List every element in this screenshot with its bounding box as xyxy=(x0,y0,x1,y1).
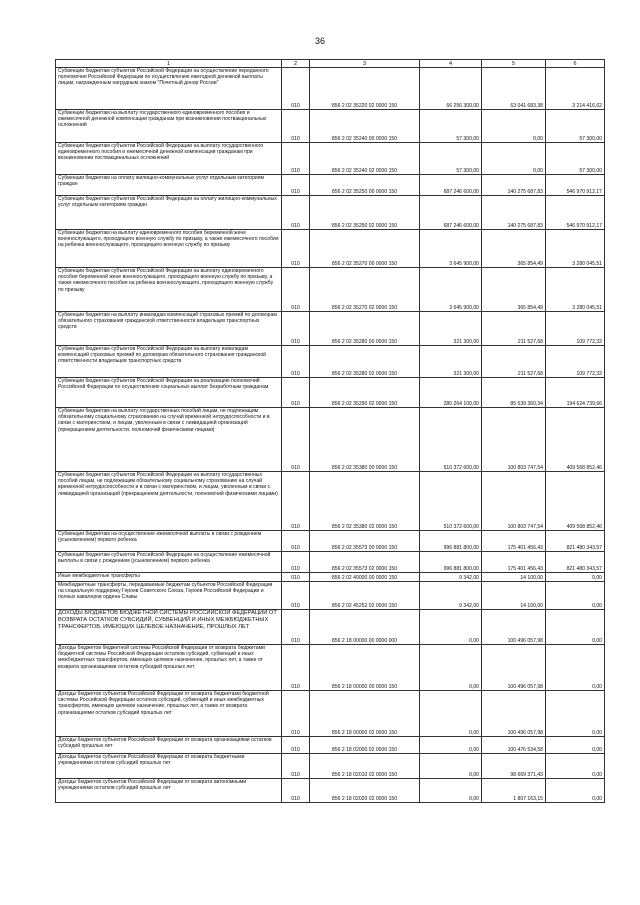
column-header-3: 3 xyxy=(310,60,420,68)
row-name: Субвенции бюджетам на выплату государственного единовременного пособия и ежемесячной денежной компенсации гражданам при возникновении поствакцинальных осложнений xyxy=(56,110,282,143)
row-remaining-amount: 0,00 xyxy=(546,645,605,691)
table-row xyxy=(56,68,605,110)
row-name: Субвенции бюджетам субъектов Российской Федерации на осуществление ежемесячной выплаты в связи с рождением (усыновлением) первого ребенка xyxy=(56,552,282,573)
row-remaining-amount: 109 772,32 xyxy=(546,312,605,346)
row-remaining-amount: 0,00 xyxy=(546,610,605,645)
row-budget-code: 856 2 18 00000 02 0000 150 xyxy=(310,691,420,737)
row-code: 010 xyxy=(282,68,310,110)
row-budget-code: 856 2 02 35240 00 0000 150 xyxy=(310,110,420,143)
row-name: Субвенции бюджетам субъектов Российской Федерации на оплату жилищно-коммунальных услуг отдельным категориям граждан xyxy=(56,196,282,230)
budget-execution-table xyxy=(55,59,605,803)
row-name: Субвенции бюджетам на оплату жилищно-коммунальных услуг отдельным категориям граждан xyxy=(56,175,282,196)
row-remaining-amount: 546 970 912,17 xyxy=(546,196,605,230)
row-budget-code: 856 2 02 35250 02 0000 150 xyxy=(310,196,420,230)
row-code: 010 xyxy=(282,582,310,610)
row-approved-amount: 0,00 xyxy=(420,779,482,803)
row-remaining-amount: 409 568 852,46 xyxy=(546,408,605,472)
row-remaining-amount: 3 280 045,51 xyxy=(546,230,605,268)
row-budget-code: 856 2 02 35240 02 0000 150 xyxy=(310,143,420,175)
row-name: Субвенции бюджетам на выплату единовременного пособия беременной жене военнослужащего, проходящего военную службу по призыву, а также ежемесячного пособия на ребенка военнослужащего, проходящего военную службу по призыву xyxy=(56,230,282,268)
column-header-2: 2 xyxy=(282,60,310,68)
row-approved-amount: 510 372 600,00 xyxy=(420,408,482,472)
table-row xyxy=(56,531,605,552)
row-name: Субвенции бюджетам субъектов Российской Федерации на осуществление переданного полномочия Российской Федерации по осуществлению ежегодной денежной выплаты лицам, награжденным нагрудным знаком "Почетный донор России" xyxy=(56,68,282,110)
row-budget-code: 856 2 02 35573 02 0000 150 xyxy=(310,552,420,573)
table-row xyxy=(56,346,605,378)
table-row xyxy=(56,779,605,803)
row-remaining-amount: 546 970 912,17 xyxy=(546,175,605,196)
row-code: 010 xyxy=(282,110,310,143)
row-approved-amount: 996 881 800,00 xyxy=(420,552,482,573)
row-name: Субвенции бюджетам на осуществление ежемесячной выплаты в связи с рождением (усыновлением) первого ребенка xyxy=(56,531,282,552)
row-budget-code: 856 2 02 35380 02 0000 150 xyxy=(310,472,420,531)
row-budget-code: 856 2 02 35250 00 0000 150 xyxy=(310,175,420,196)
row-code: 010 xyxy=(282,779,310,803)
table-row xyxy=(56,378,605,408)
row-approved-amount: 280 264 100,00 xyxy=(420,378,482,408)
row-executed-amount: 1 807 163,15 xyxy=(482,779,546,803)
row-remaining-amount: 0,00 xyxy=(546,779,605,803)
row-budget-code: 856 2 02 35573 00 0000 150 xyxy=(310,531,420,552)
row-code: 010 xyxy=(282,143,310,175)
row-approved-amount: 9 342,00 xyxy=(420,573,482,582)
row-executed-amount: 140 275 687,83 xyxy=(482,196,546,230)
table-row xyxy=(56,196,605,230)
row-approved-amount: 66 256 300,00 xyxy=(420,68,482,110)
row-code: 010 xyxy=(282,230,310,268)
table-row xyxy=(56,268,605,312)
row-approved-amount: 0,00 xyxy=(420,754,482,779)
row-approved-amount: 57 300,00 xyxy=(420,110,482,143)
table-row xyxy=(56,230,605,268)
row-remaining-amount: 821 480 343,57 xyxy=(546,531,605,552)
row-remaining-amount: 0,00 xyxy=(546,737,605,754)
row-code: 010 xyxy=(282,408,310,472)
row-name: Субвенции бюджетам субъектов Российской Федерации на выплату государственных пособий лицам, не подлежащим обязательному социальному страхованию на случай временной нетрудоспособности и в связи с материнством, и лицам, уволенным в связи с ликвидацией организаций (прекращением деятельности, полномочий физическими лицами) xyxy=(56,472,282,531)
row-executed-amount: 100 496 057,98 xyxy=(482,610,546,645)
table-row xyxy=(56,312,605,346)
row-remaining-amount: 57 300,00 xyxy=(546,110,605,143)
row-budget-code: 856 2 18 00000 00 0000 150 xyxy=(310,645,420,691)
row-approved-amount: 3 645 900,00 xyxy=(420,230,482,268)
row-executed-amount: 365 854,49 xyxy=(482,268,546,312)
row-budget-code: 856 2 02 45252 02 0000 150 xyxy=(310,582,420,610)
row-approved-amount: 321 300,00 xyxy=(420,346,482,378)
table-row xyxy=(56,175,605,196)
row-budget-code: 856 2 02 35270 00 0000 150 xyxy=(310,230,420,268)
row-approved-amount: 3 645 900,00 xyxy=(420,268,482,312)
row-budget-code: 856 2 18 02020 02 0000 150 xyxy=(310,779,420,803)
header-row xyxy=(56,60,605,68)
row-name: Межбюджетные трансферты, передаваемые бюджетам субъектов Российской Федерации на социальную поддержку Героев Советского Союза, Героев Российской Федерации и полных кавалеров ордена Славы xyxy=(56,582,282,610)
table-row xyxy=(56,472,605,531)
column-header-6: 6 xyxy=(546,60,605,68)
row-name: Субвенции бюджетам субъектов Российской Федерации на выплату единовременного пособия беременной жене военнослужащего, проходящего военную службу по призыву, а также ежемесячного пособия на ребенка военнослужащего, проходящего военную службу по призыву xyxy=(56,268,282,312)
row-executed-amount: 365 854,49 xyxy=(482,230,546,268)
row-remaining-amount: 0,00 xyxy=(546,691,605,737)
row-name: Субвенции бюджетам субъектов Российской Федерации на выплату государственного единовременного пособия и ежемесячной денежной компенсации гражданам при возникновении поствакцинальных осложнений xyxy=(56,143,282,175)
table-row xyxy=(56,143,605,175)
row-executed-amount: 85 639 360,34 xyxy=(482,378,546,408)
row-name: Субвенции бюджетам на выплату инвалидам компенсаций страховых премий по договорам обязательного страхования гражданской ответственности владельцев транспортных средств xyxy=(56,312,282,346)
row-name: Доходы бюджетов субъектов Российской Федерации от возврата бюджетными учреждениями остатков субсидий прошлых лет xyxy=(56,754,282,779)
row-name: ДОХОДЫ БЮДЖЕТОВ БЮДЖЕТНОЙ СИСТЕМЫ РОССИЙСКОЙ ФЕДЕРАЦИИ ОТ ВОЗВРАТА ОСТАТКОВ СУБСИДИЙ, СУБВЕНЦИЙ И ИНЫХ МЕЖБЮДЖЕТНЫХ ТРАНСФЕРТОВ, ИМЕЮЩИХ ЦЕЛЕВОЕ НАЗНАЧЕНИЕ, ПРОШЛЫХ ЛЕТ xyxy=(56,610,282,645)
row-executed-amount: 175 401 456,43 xyxy=(482,531,546,552)
column-header-5: 5 xyxy=(482,60,546,68)
row-code: 010 xyxy=(282,531,310,552)
row-approved-amount: 0,00 xyxy=(420,645,482,691)
row-budget-code: 856 2 02 35270 02 0000 150 xyxy=(310,268,420,312)
row-executed-amount: 14 100,00 xyxy=(482,582,546,610)
row-approved-amount: 687 246 600,00 xyxy=(420,175,482,196)
row-remaining-amount: 194 624 739,66 xyxy=(546,378,605,408)
row-approved-amount: 57 300,00 xyxy=(420,143,482,175)
table-row xyxy=(56,552,605,573)
row-executed-amount: 100 496 057,98 xyxy=(482,645,546,691)
row-budget-code: 856 2 18 02010 02 0000 150 xyxy=(310,754,420,779)
row-name: Субвенции бюджетам субъектов Российской Федерации на реализацию полномочий Российской Федерации по осуществлению социальных выплат безработным гражданам xyxy=(56,378,282,408)
row-code: 010 xyxy=(282,552,310,573)
row-remaining-amount: 3 214 416,62 xyxy=(546,68,605,110)
row-remaining-amount: 821 480 343,57 xyxy=(546,552,605,573)
row-budget-code: 856 2 02 35280 00 0000 150 xyxy=(310,312,420,346)
row-name: Доходы бюджетов бюджетной системы Российской Федерации от возврата бюджетами бюджетной системы Российской Федерации остатков субсидий, субвенций и иных межбюджетных трансфертов, имеющих целевое назначение, прошлых лет, а также от возврата организациями остатков субсидий прошлых лет xyxy=(56,645,282,691)
row-code: 010 xyxy=(282,175,310,196)
row-executed-amount: 0,00 xyxy=(482,143,546,175)
row-executed-amount: 100 496 057,98 xyxy=(482,691,546,737)
row-name: Субвенции бюджетам на выплату государственных пособий лицам, не подлежащим обязательному социальному страхованию на случай временной нетрудоспособности и в связи с материнством, и лицам, уволенным в связи с ликвидацией организаций (прекращением деятельности, полномочий физическими лицами) xyxy=(56,408,282,472)
row-budget-code: 856 2 02 40000 00 0000 150 xyxy=(310,573,420,582)
row-remaining-amount: 109 772,32 xyxy=(546,346,605,378)
row-executed-amount: 211 527,68 xyxy=(482,346,546,378)
row-remaining-amount: 0,00 xyxy=(546,582,605,610)
row-executed-amount: 211 527,68 xyxy=(482,312,546,346)
row-code: 010 xyxy=(282,312,310,346)
row-remaining-amount: 409 568 852,46 xyxy=(546,472,605,531)
row-remaining-amount: 0,00 xyxy=(546,754,605,779)
row-executed-amount: 175 401 456,43 xyxy=(482,552,546,573)
row-approved-amount: 9 342,00 xyxy=(420,582,482,610)
row-executed-amount: 0,00 xyxy=(482,110,546,143)
row-remaining-amount: 0,00 xyxy=(546,573,605,582)
row-name: Субвенции бюджетам субъектов Российской Федерации на выплату инвалидам компенсаций страховых премий по договорам обязательного страхования гражданской ответственности владельцев транспортных средств xyxy=(56,346,282,378)
row-approved-amount: 321 300,00 xyxy=(420,312,482,346)
table-row xyxy=(56,408,605,472)
row-code: 010 xyxy=(282,645,310,691)
table-row xyxy=(56,754,605,779)
row-code: 010 xyxy=(282,268,310,312)
table-row xyxy=(56,110,605,143)
row-code: 010 xyxy=(282,737,310,754)
row-code: 010 xyxy=(282,754,310,779)
row-executed-amount: 14 100,00 xyxy=(482,573,546,582)
row-approved-amount: 0,00 xyxy=(420,610,482,645)
row-code: 010 xyxy=(282,346,310,378)
row-name: Доходы бюджетов субъектов Российской Федерации от возврата бюджетами бюджетной системы Российской Федерации остатков субсидий, субвенций и иных межбюджетных трансфертов, имеющих целевое назначение, прошлых лет, а также от возврата организациями остатков субсидий прошлых лет xyxy=(56,691,282,737)
table-row xyxy=(56,610,605,645)
row-approved-amount: 687 246 600,00 xyxy=(420,196,482,230)
row-executed-amount: 63 041 683,38 xyxy=(482,68,546,110)
row-budget-code: 856 2 18 02000 02 0000 150 xyxy=(310,737,420,754)
row-code: 010 xyxy=(282,691,310,737)
row-executed-amount: 140 275 687,83 xyxy=(482,175,546,196)
row-name: Доходы бюджетов субъектов Российской Федерации от возврата автономными учреждениями остатков субсидий прошлых лет xyxy=(56,779,282,803)
row-code: 010 xyxy=(282,196,310,230)
row-approved-amount: 0,00 xyxy=(420,737,482,754)
row-executed-amount: 100 803 747,54 xyxy=(482,472,546,531)
table-body xyxy=(56,68,605,803)
row-budget-code: 856 2 02 35220 02 0000 150 xyxy=(310,68,420,110)
table-row xyxy=(56,582,605,610)
row-approved-amount: 510 372 600,00 xyxy=(420,472,482,531)
row-code: 010 xyxy=(282,472,310,531)
row-executed-amount: 100 803 747,54 xyxy=(482,408,546,472)
table-row xyxy=(56,573,605,582)
row-budget-code: 856 2 18 00000 00 0000 000 xyxy=(310,610,420,645)
table-row xyxy=(56,691,605,737)
row-budget-code: 856 2 02 35290 02 0000 150 xyxy=(310,378,420,408)
row-code: 010 xyxy=(282,610,310,645)
column-header-4: 4 xyxy=(420,60,482,68)
row-executed-amount: 98 669 371,43 xyxy=(482,754,546,779)
row-name: Доходы бюджетов субъектов Российской Федерации от возврата организациями остатков субсидий прошлых лет xyxy=(56,737,282,754)
row-code: 010 xyxy=(282,573,310,582)
row-budget-code: 856 2 02 35380 00 0000 150 xyxy=(310,408,420,472)
table-row xyxy=(56,737,605,754)
row-approved-amount: 0,00 xyxy=(420,691,482,737)
table-row xyxy=(56,645,605,691)
row-budget-code: 856 2 02 35280 02 0000 150 xyxy=(310,346,420,378)
page-number: 36 xyxy=(314,36,325,46)
row-code: 010 xyxy=(282,378,310,408)
row-remaining-amount: 57 300,00 xyxy=(546,143,605,175)
row-approved-amount: 996 881 800,00 xyxy=(420,531,482,552)
row-executed-amount: 100 476 534,58 xyxy=(482,737,546,754)
column-header-1: 1 xyxy=(56,60,282,68)
row-remaining-amount: 3 280 045,51 xyxy=(546,268,605,312)
row-name: Иные межбюджетные трансферты xyxy=(56,573,282,582)
